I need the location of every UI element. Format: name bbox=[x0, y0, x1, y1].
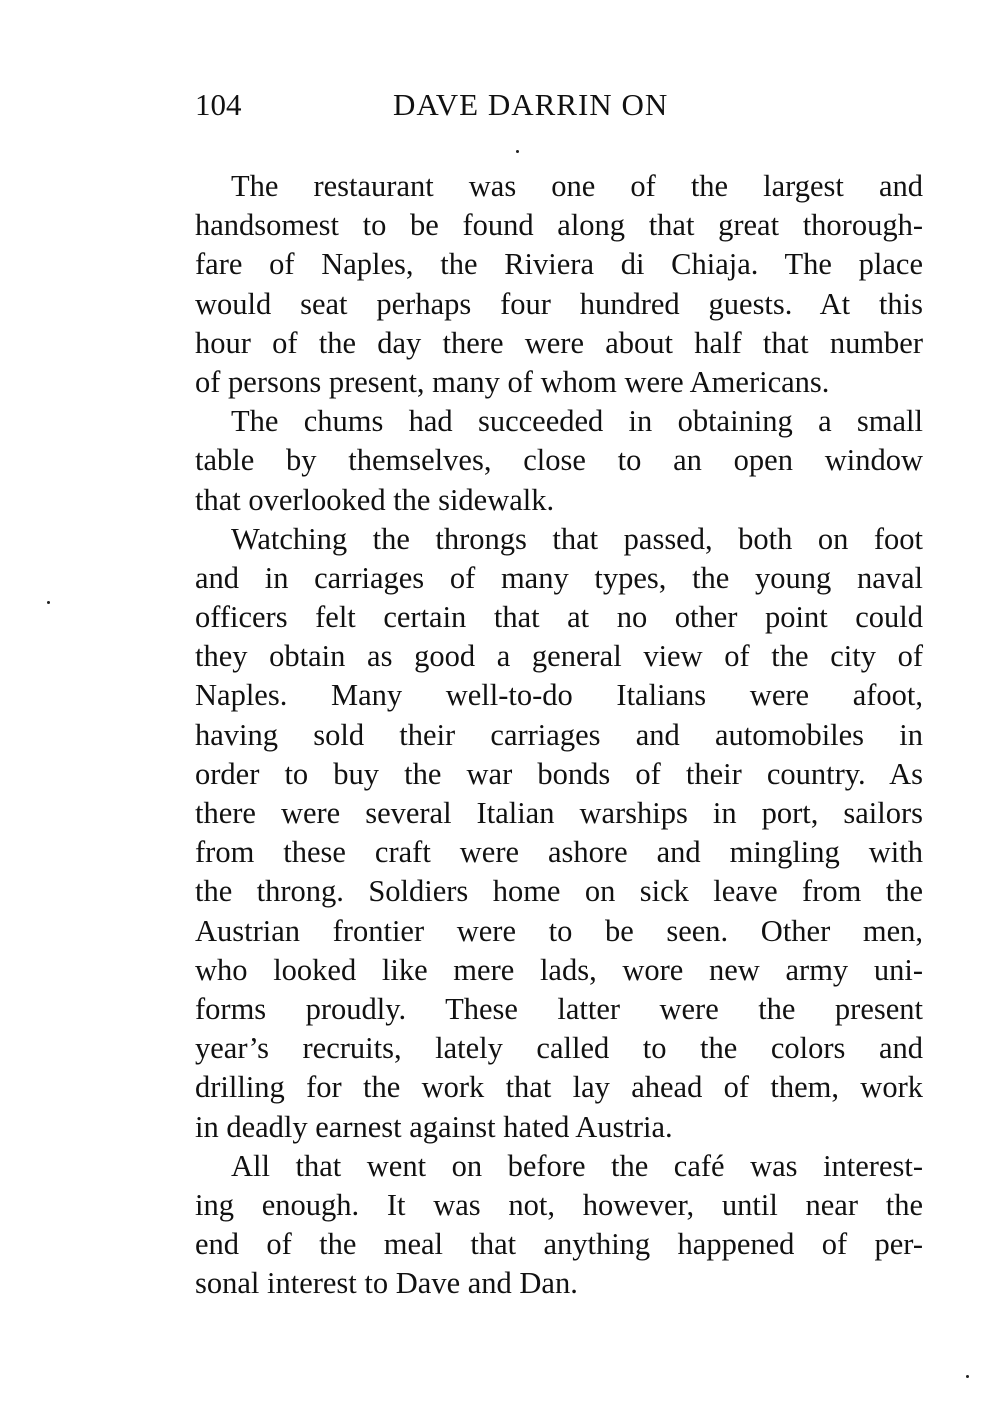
text-line: from these craft were ashore and mingling with bbox=[195, 835, 923, 870]
text-line: table by themselves, close to an open window bbox=[195, 443, 923, 478]
text-line: who looked like mere lads, wore new army uni- bbox=[195, 952, 923, 987]
page-header bbox=[195, 80, 923, 130]
text-line: end of the meal that anything happened of per- bbox=[195, 1227, 923, 1262]
text-line: officers felt certain that at no other point could bbox=[195, 600, 923, 635]
text-line: of persons present, many of whom were Americans. bbox=[195, 364, 830, 399]
text-line: sonal interest to Dave and Dan. bbox=[195, 1266, 578, 1301]
text-line: and in carriages of many types, the young naval bbox=[195, 560, 923, 595]
text-line: year’s recruits, lately called to the colors and bbox=[195, 1031, 923, 1066]
text-line: hour of the day there were about half that number bbox=[195, 325, 923, 360]
text-line: would seat perhaps four hundred guests. At this bbox=[195, 286, 923, 321]
text-line: The restaurant was one of the largest and bbox=[231, 169, 923, 203]
text-line: there were several Italian warships in port, sailors bbox=[195, 796, 923, 830]
text-line: Naples. Many well-to-do Italians were afoot, bbox=[195, 678, 923, 713]
text-line: fare of Naples, the Riviera di Chiaja. The place bbox=[195, 247, 923, 282]
body-text bbox=[195, 167, 923, 1303]
text-line: the throng. Soldiers home on sick leave from the bbox=[195, 874, 923, 909]
text-line: Austrian frontier were to be seen. Other men, bbox=[195, 913, 923, 948]
text-line: they obtain as good a general view of the city of bbox=[195, 639, 923, 674]
text-line: having sold their carriages and automobiles in bbox=[195, 717, 923, 752]
text-line: order to buy the war bonds of their country. As bbox=[195, 756, 923, 791]
page-number: 104 bbox=[195, 87, 242, 122]
text-line: that overlooked the sidewalk. bbox=[195, 482, 555, 517]
text-line: drilling for the work that lay ahead of them, work bbox=[195, 1070, 923, 1105]
text-line: The chums had succeeded in obtaining a small bbox=[231, 404, 923, 439]
scan-speck bbox=[516, 150, 519, 153]
text-line: Watching the throngs that passed, both on foot bbox=[231, 521, 923, 556]
scan-speck bbox=[966, 1375, 969, 1378]
text-line: forms proudly. These latter were the present bbox=[195, 991, 923, 1026]
text-line: handsomest to be found along that great thorough- bbox=[195, 208, 923, 243]
scan-speck bbox=[47, 601, 50, 604]
running-head: DAVE DARRIN ON bbox=[393, 87, 669, 122]
text-line: ing enough. It was not, however, until near the bbox=[195, 1187, 923, 1222]
text-line: All that went on before the café was interest- bbox=[231, 1148, 923, 1183]
text-line: in deadly earnest against hated Austria. bbox=[195, 1109, 673, 1144]
